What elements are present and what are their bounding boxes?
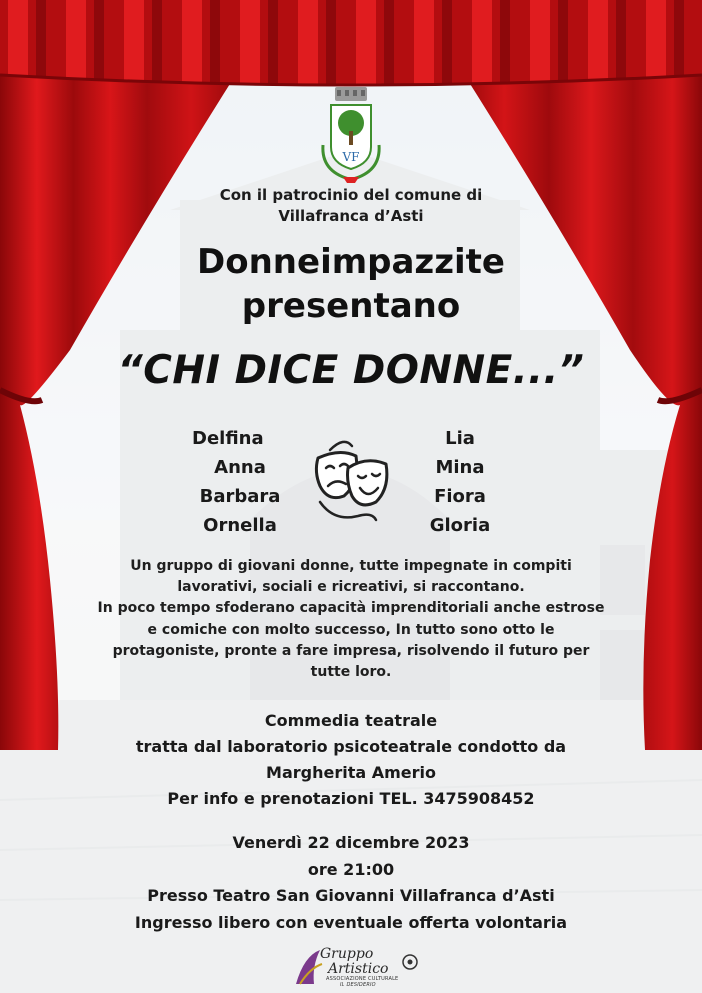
cast-name: Mina bbox=[435, 457, 485, 478]
logo-name bbox=[320, 947, 388, 977]
info-director: Margherita Amerio bbox=[266, 763, 436, 782]
cast-name: Anna bbox=[214, 457, 266, 478]
event-time: ore 21:00 bbox=[307, 859, 395, 879]
info-phone: Per info e prenotazioni TEL. 3475908452 bbox=[167, 789, 535, 808]
cast-name: Lia bbox=[445, 428, 475, 449]
theatre-masks-icon bbox=[300, 430, 400, 530]
curtain-valance bbox=[0, 0, 702, 90]
event-admission: Ingresso libero con eventuale offerta volontaria bbox=[134, 912, 568, 932]
logo-sub-line-2: IL DESIDERIO bbox=[340, 982, 376, 988]
event-date: Venerdì 22 dicembre 2023 bbox=[232, 833, 470, 852]
show-description bbox=[0, 556, 702, 683]
logo-sub-line-1: ASSOCIAZIONE CULTURALE bbox=[326, 976, 399, 982]
event-venue: Presso Teatro San Giovanni Villafranca d’Asti bbox=[147, 886, 555, 905]
cast-name: Barbara bbox=[199, 486, 281, 507]
cast-name: Ornella bbox=[203, 515, 277, 536]
patronage-text bbox=[0, 185, 702, 227]
cast-name: Delfina bbox=[192, 428, 264, 449]
description-line: e comiche con molto successo, In tutto sono otto le bbox=[147, 621, 555, 638]
town-crest bbox=[315, 85, 387, 185]
cast-left bbox=[190, 424, 290, 540]
event-details bbox=[0, 830, 702, 936]
description-line: In poco tempo sfoderano capacità imprenditoriali anche estrose bbox=[97, 600, 605, 617]
info-source: tratta dal laboratorio psicoteatrale condotto da bbox=[135, 737, 567, 756]
company-title bbox=[0, 240, 702, 328]
show-info bbox=[0, 708, 702, 812]
presents-text: presentano bbox=[241, 286, 461, 326]
patronage-line-1: Con il patrocinio del comune di bbox=[219, 186, 483, 204]
description-line: protagoniste, pronte a fare impresa, risolvendo il futuro per bbox=[112, 642, 590, 659]
show-title: “CHI DICE DONNE...” bbox=[117, 348, 585, 393]
description-line: Un gruppo di giovani donne, tutte impegnate in compiti bbox=[130, 558, 572, 574]
logo-subtitle bbox=[326, 976, 398, 988]
cast-name: Gloria bbox=[429, 515, 491, 536]
patronage-line-2: Villafranca d’Asti bbox=[278, 207, 424, 225]
company-name: Donneimpazzite bbox=[197, 242, 505, 282]
crest-letters: VF bbox=[342, 150, 360, 164]
info-genre: Commedia teatrale bbox=[264, 711, 438, 730]
description-line: tutte loro. bbox=[310, 664, 392, 681]
logo-name-line-2: Artistico bbox=[328, 961, 389, 977]
logo-name-line-1: Gruppo bbox=[320, 946, 374, 962]
cast-name: Fiora bbox=[434, 486, 486, 507]
cast-right bbox=[420, 424, 500, 540]
description-line: lavorativi, sociali e ricreativi, si raccontano. bbox=[177, 579, 525, 596]
